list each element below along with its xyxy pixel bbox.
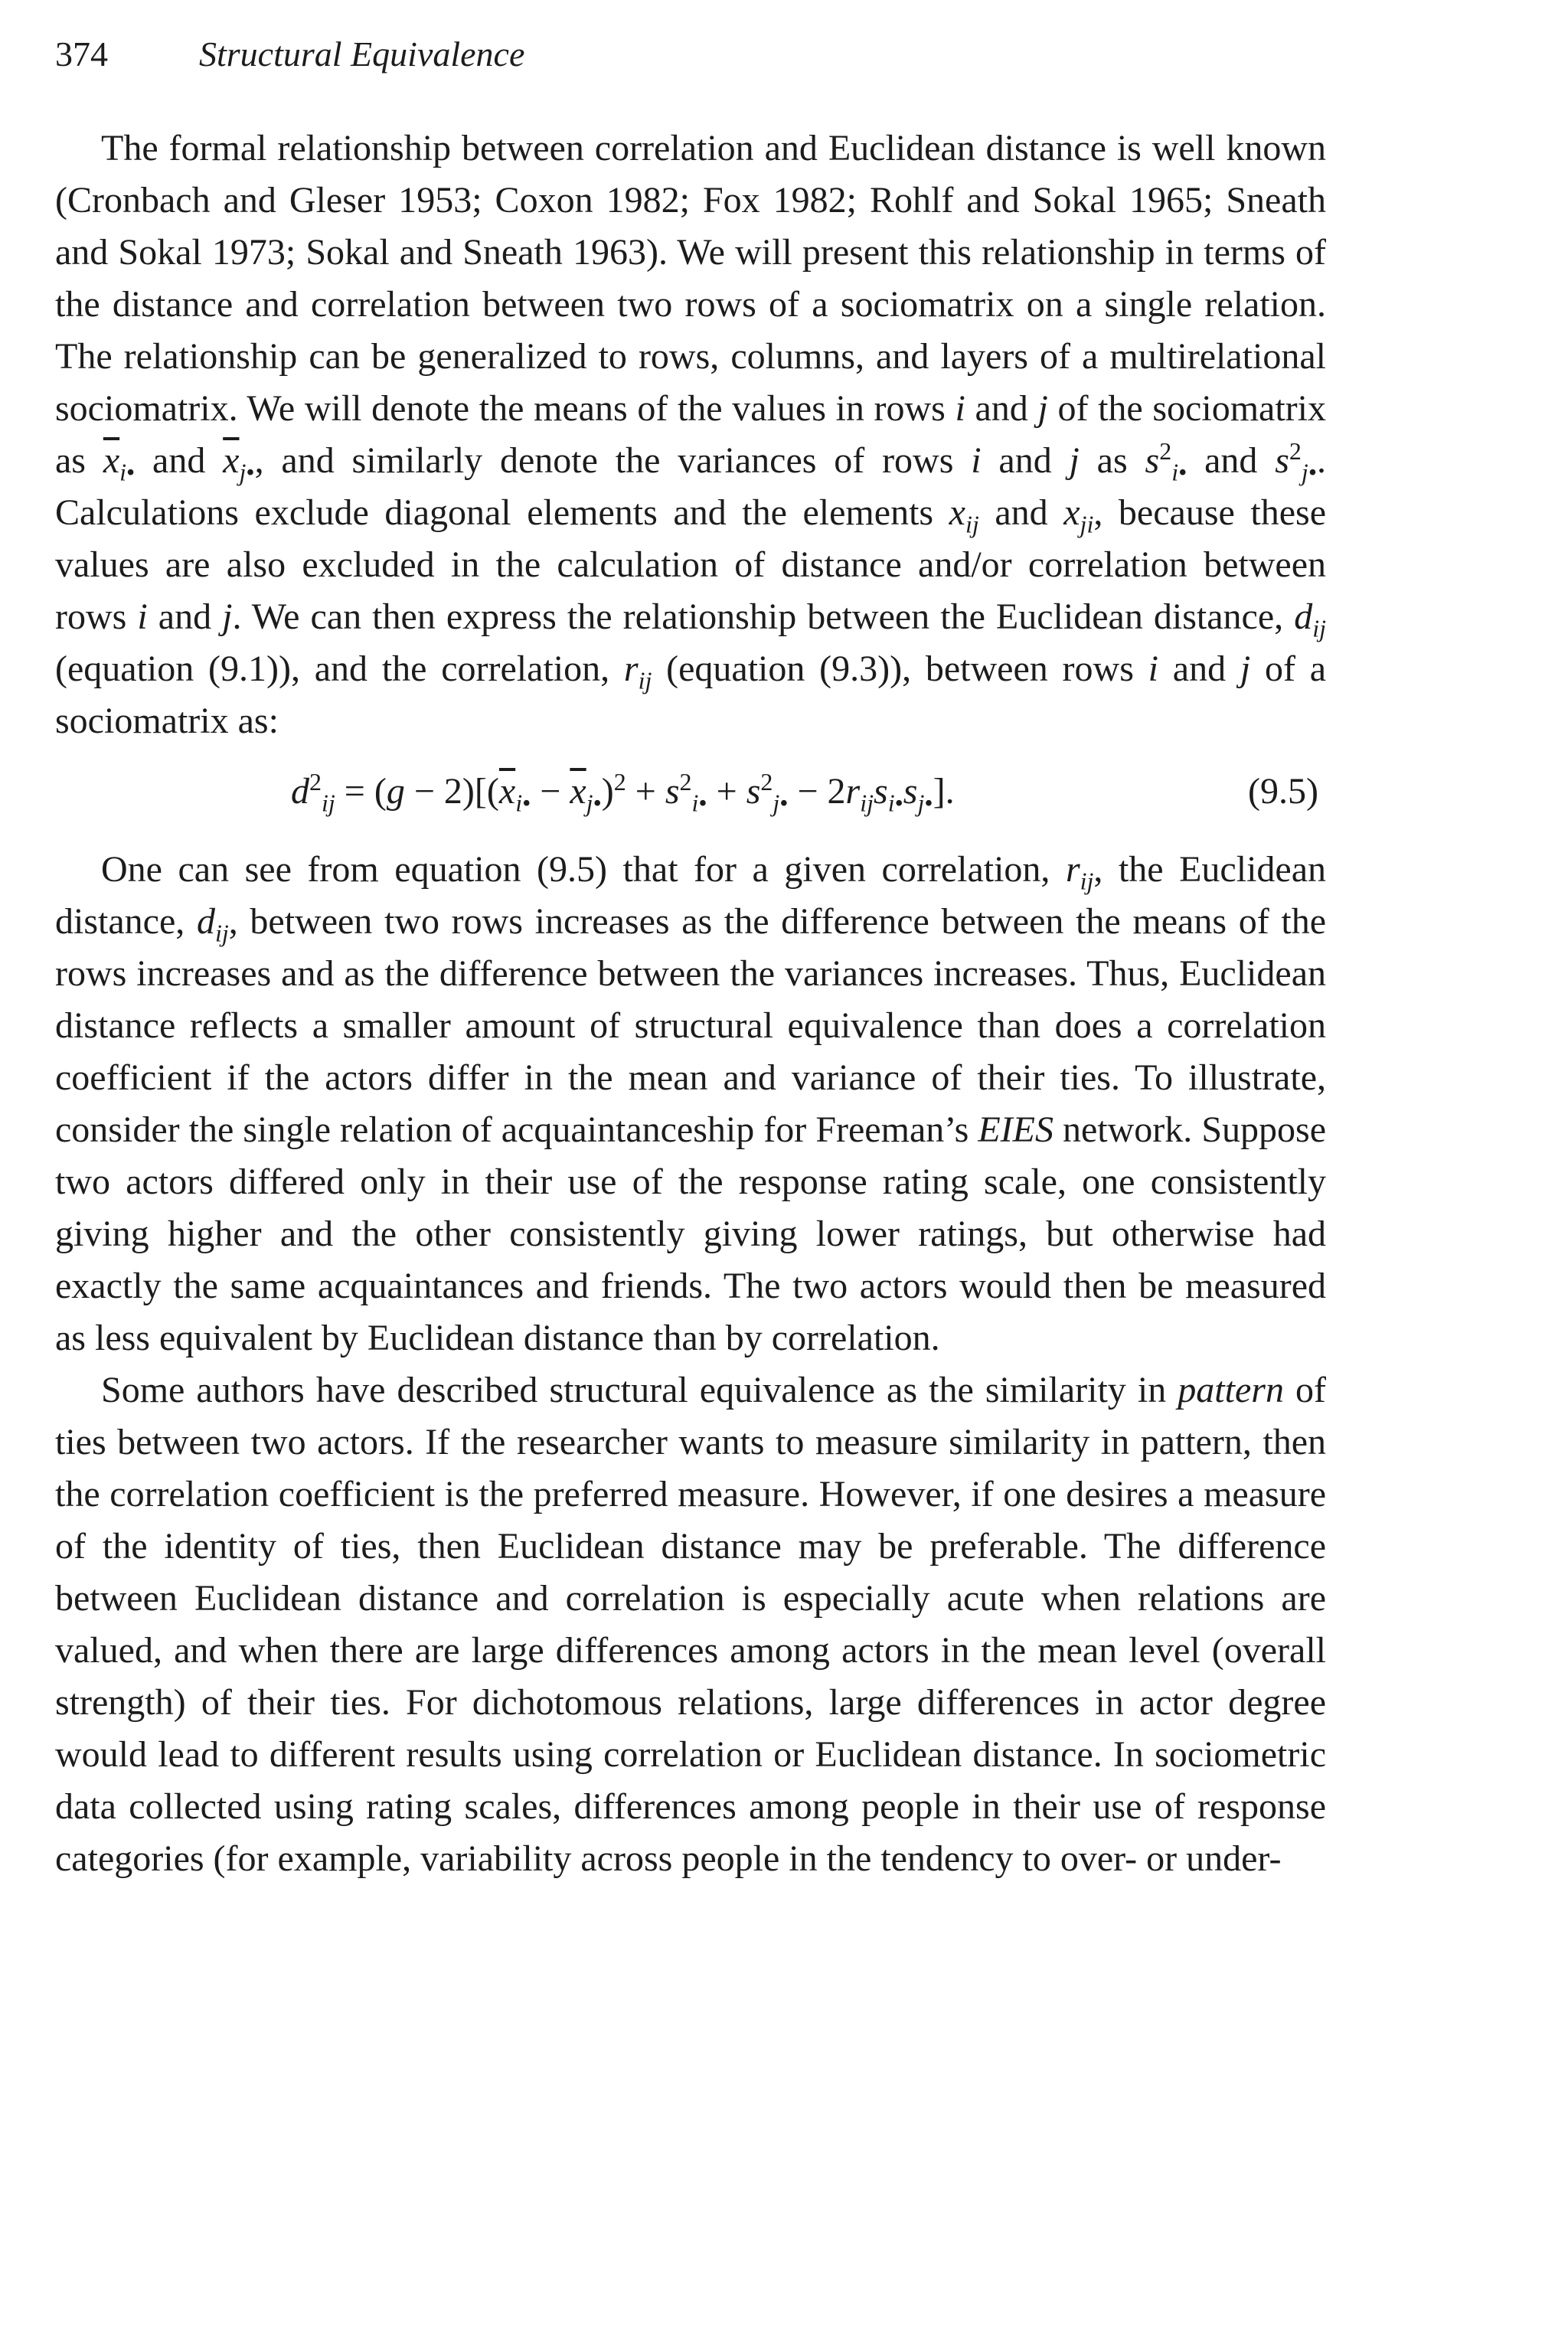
running-title: Structural Equivalence — [199, 34, 525, 74]
paragraph-3: Some authors have described structural equivalence as the similarity in pattern of ties between two actors. If the researcher wants to measure similarity in pattern, then the correlation coefficient is the preferred measure. However, if one desires a measure of the identity of ties, then Euclidean distance may be preferable. The difference between Euclidean distance and correlation is especially acute when relations are valued, and when there are large differences among actors in the mean level (overall strength) of their ties. For dichotomous relations, large differences in actor degree would lead to different results using correlation or Euclidean distance. In sociometric data collected using rating scales, differences among people in their use of response categories (for example, variability across people in the tendency to over- or under- — [55, 1370, 1326, 1879]
paragraph-1: The formal relationship between correlation and Euclidean distance is well known (Cronbach and Gleser 1953; Coxon 1982; Fox 1982; Rohlf and Sokal 1965; Sneath and Sokal 1973; Sokal and Sneath 1963). We will present this relationship in terms of the distance and correlation between two rows of a sociomatrix on a single relation. The relationship can be generalized to rows, columns, and layers of a multirelational sociomatrix. We will denote the means of the values in rows i and j of the sociomatrix as $\overline{x}_{i•}$ and $\overline{x}_{j•}$, and similarly denote the variances of rows i and j as $s^2_{i•}$ and $s^2_{j•}$. Calculations exclude diagonal elements and the elements $x_{ij}$ and $x_{ji}$, because these values are also excluded in the calculation of distance and/or correlation between rows i and j. We can then express the relationship between the Euclidean distance, $d_{ij}$ (equation (9.1)), and the correlation, $r_{ij}$ (equation (9.3)), between rows i and j of a sociomatrix as: — [55, 128, 1327, 741]
equation-9-5 — [55, 749, 1326, 844]
running-head — [55, 34, 1326, 83]
paragraph-2: One can see from equation (9.5) that for a given correlation, $r_{ij}$, the Euclidean distance, $d_{ij}$, between two rows increases as the difference between the means of the rows increases and as the difference between the variances increases. Thus, Euclidean distance reflects a smaller amount of structural equivalence than does a correlation coefficient if the actors differ in the mean and variance of their ties. To illustrate, consider the single relation of acquaintanceship for Freeman’s EIES network. Suppose two actors differed only in their use of the response rating scale, one consistently giving higher and the other consistently giving lower ratings, but otherwise had exactly the same acquaintances and friends. The two actors would then be measured as less equivalent by Euclidean distance than by correlation. — [55, 849, 1327, 1358]
book-page — [55, 34, 1327, 1885]
equation-number: (9.5) — [1248, 771, 1318, 812]
page-number: 374 — [55, 34, 108, 74]
equation-body: $d^2_{ij} = (g - 2)[(\overline{x}_{i•} - \overline{x}_{j•})^2 + s^2_{i•} + s^2_{j•} - 2r_{ij}s_{i•}s_{j•}]$. — [291, 768, 955, 817]
